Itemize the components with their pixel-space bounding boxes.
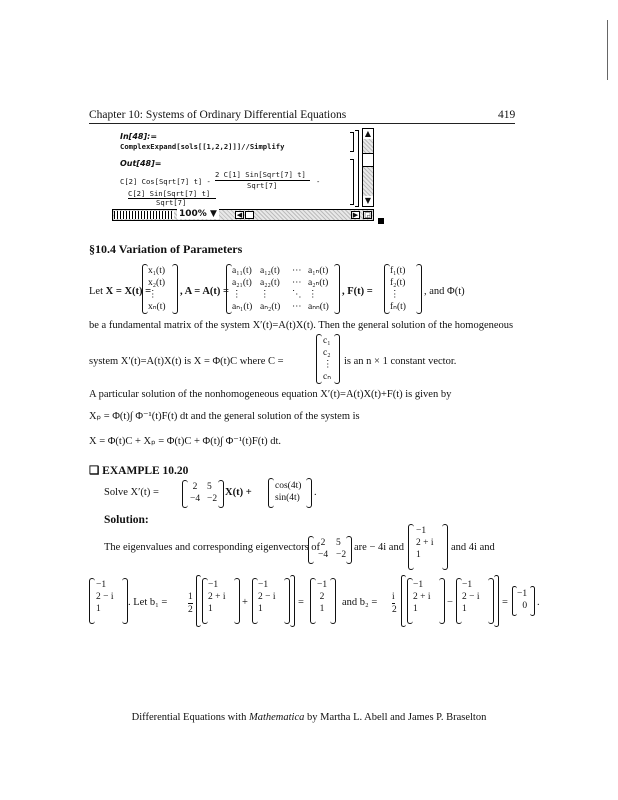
b2-v2: −1 2 − i 1 [462, 580, 480, 614]
vec-x-paren-right [172, 264, 178, 314]
b2-bracket-right [494, 575, 499, 627]
b2-v1: −1 2 + i 1 [413, 580, 431, 614]
b1-plus: + [242, 597, 248, 608]
eigvec1: −1 2 + i 1 [416, 526, 434, 560]
and-b2: and b₂ = [342, 597, 378, 608]
page-edge-line [607, 20, 608, 80]
b1-coef-den: 2 [188, 605, 193, 615]
b1-v1-paren-right [234, 578, 240, 624]
mat-A-col1: a₁₁(t) a₂₁(t) ⋮ aₙ₁(t) [232, 266, 253, 312]
scroll-down-icon[interactable]: ▼ [364, 196, 372, 205]
output-line1: C[2] Cos[Sqrt[7] t] - [120, 177, 216, 186]
solve-end: . [314, 487, 317, 498]
example-title: ❑ EXAMPLE 10.20 [89, 465, 189, 477]
output-frac-den: Sqrt[7] [247, 181, 278, 190]
b1-v1: −1 2 + i 1 [208, 580, 226, 614]
cell-bracket-input[interactable] [350, 132, 354, 152]
b2-result-paren-right [530, 586, 535, 616]
output-dash: - [316, 177, 321, 186]
system-line: system X′(t)=A(t)X(t) is X = Φ(t)C where C = [89, 356, 284, 367]
zoom-level[interactable]: 100% ▼ [179, 209, 217, 219]
section-title: §10.4 Variation of Parameters [89, 242, 243, 256]
output-frac2-num: C[2] Sin[Sqrt[7] t] [128, 189, 211, 198]
eigvec2-paren-left [89, 578, 95, 624]
b1-equals: = [298, 597, 304, 608]
eig-end: and 4i and [451, 542, 495, 553]
mat-A-col3: ⋯ ⋯ ⋱ ⋯ [292, 266, 302, 312]
forcing-vector: cos(4t) sin(4t) [275, 481, 302, 503]
notebook-window [112, 128, 374, 221]
end-of-example-mark [378, 218, 384, 224]
output-label: Out[48]= [120, 159, 162, 168]
resize-handle-icon[interactable]: ◲ [364, 211, 371, 219]
b2-result: −1 0 [517, 589, 528, 611]
vec-c-paren-left [316, 334, 322, 384]
b2-period: . [537, 597, 540, 608]
fundamental-line: be a fundamental matrix of the system X′(t)=A(t)X(t). Then the general solution of the homogeneous [89, 320, 514, 331]
solve-prefix: Solve X′(t) = [104, 487, 159, 498]
forcing-paren-left [268, 478, 274, 508]
solve-mid: X(t) + [225, 487, 252, 498]
eig-mid: are − 4i and [354, 542, 404, 553]
b2-v1-paren-right [439, 578, 445, 624]
scroll-left-icon[interactable]: ◀ [236, 211, 243, 219]
b1-v2: −1 2 − i 1 [258, 580, 276, 614]
hscroll-thumb[interactable] [245, 211, 254, 219]
b1-result-paren-right [330, 578, 336, 624]
mat-A-col2: a₁₂(t) a₂₂(t) ⋮ aₙ₂(t) [260, 266, 281, 312]
notebook-content [112, 128, 360, 207]
scroll-thumb[interactable] [363, 153, 373, 167]
b1-result: −1 2 1 [317, 580, 328, 614]
mat-A-paren-right [334, 264, 340, 314]
eig-mat-col1: 2 −4 [318, 538, 329, 560]
let-b1: . Let b₁ = [128, 597, 168, 608]
vec-f-paren-right [416, 264, 422, 314]
b2-equals: = [502, 597, 508, 608]
vec-c: c₁ c₂ ⋮ cₙ [323, 336, 333, 382]
b2-coef-num: i [392, 592, 395, 602]
output-frac2-den: Sqrt[7] [156, 198, 187, 207]
page-ruler [114, 211, 174, 219]
x-formula: X = Φ(t)C + Xₚ = Φ(t)C + Φ(t)∫ Φ⁻¹(t)F(t) dt. [89, 436, 282, 447]
chapter-header: Chapter 10: Systems of Ordinary Differential Equations [89, 109, 347, 121]
b2-coef-den: 2 [392, 605, 397, 615]
eigvec1-paren-left [408, 524, 414, 570]
vec-c-paren-right [334, 334, 340, 384]
scroll-right-icon[interactable]: ▶ [352, 211, 359, 219]
forcing-paren-right [306, 478, 312, 508]
b2-minus: − [447, 597, 453, 608]
header-rule [89, 123, 515, 124]
xp-formula: Xₚ = Φ(t)∫ Φ⁻¹(t)F(t) dt and the general solution of the system is [89, 411, 360, 422]
b1-result-paren-left [310, 578, 316, 624]
vec-f: f₁(t) f₂(t) ⋮ fₙ(t) [390, 266, 406, 312]
eig-mat-col2: 5 −2 [336, 538, 347, 560]
output-frac-num: 2 C[1] Sin[Sqrt[7] t] [215, 170, 306, 179]
and-phi: , and Φ(t) [424, 286, 465, 297]
eigvec1-paren-right [442, 524, 448, 570]
vertical-scrollbar[interactable] [362, 128, 374, 207]
solution-label: Solution: [104, 514, 149, 526]
scroll-up-icon[interactable]: ▲ [364, 129, 372, 138]
eig-prefix: The eigenvalues and corresponding eigenvectors of [104, 542, 321, 553]
vec-x: x₁(t) x₂(t) ⋮ xₙ(t) [148, 266, 166, 312]
footer-citation: Differential Equations with Mathematica by Martha L. Abell and James P. Braselton [131, 712, 487, 723]
eig-mat-paren-right [346, 536, 352, 564]
solve-mat-col1: 2 −4 [190, 482, 201, 504]
eig-mat-paren-left [308, 536, 314, 564]
solve-mat-col2: 5 −2 [207, 482, 218, 504]
comma-A: , A = A(t) = [180, 286, 230, 297]
status-bar [112, 209, 374, 221]
input-code[interactable]: ComplexExpand[sols[[1,2,2]]]//Simplify [120, 142, 285, 151]
input-label: In[48]:= [120, 132, 158, 141]
solve-mat-paren-right [218, 480, 224, 508]
comma-F: , F(t) = [342, 286, 373, 297]
let-prefix: Let X = X(t) = [89, 286, 152, 297]
constant-vector-text: is an n × 1 constant vector. [344, 356, 457, 367]
page-number: 419 [498, 109, 516, 121]
b1-coef-num: 1 [188, 592, 193, 602]
cell-bracket-group[interactable] [355, 130, 359, 207]
eigvec2: −1 2 − i 1 [96, 580, 114, 614]
b2-bracket-left [401, 575, 406, 627]
mat-A-col4: a₁ₙ(t) a₂ₙ(t) ⋮ aₙₙ(t) [308, 266, 329, 312]
b1-bracket-right [290, 575, 295, 627]
b1-bracket-left [196, 575, 201, 627]
particular-line: A particular solution of the nonhomogeneous equation X′(t)=A(t)X(t)+F(t) is given by [89, 389, 452, 400]
solve-mat-paren-left [182, 480, 188, 508]
cell-bracket-output[interactable] [350, 159, 354, 205]
